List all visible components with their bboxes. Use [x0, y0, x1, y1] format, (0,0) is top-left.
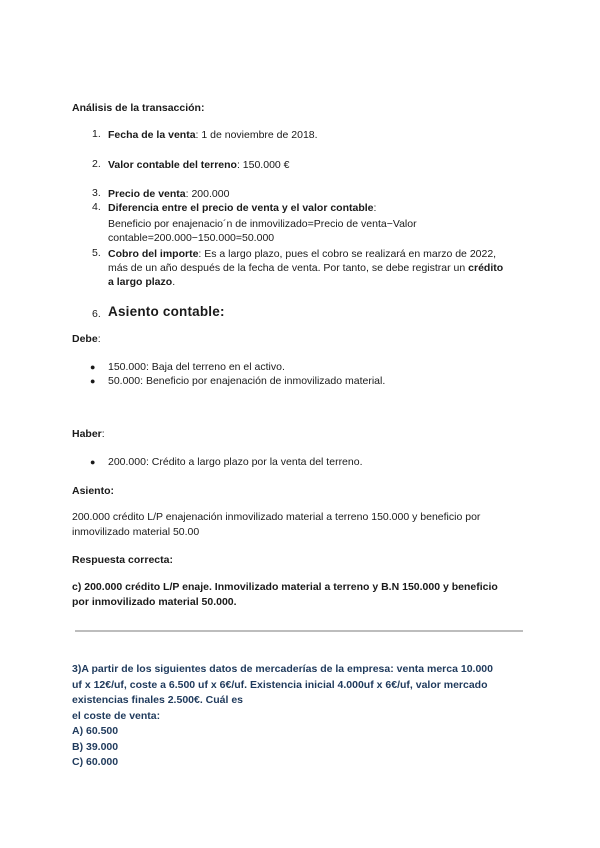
- paragraph-line: inmovilizado material 50.00: [72, 526, 200, 538]
- item-line: más de un año después de la fecha de venta. Por tanto, se debe registrar un: [108, 262, 469, 274]
- item-text: : Es a largo plazo, pues el cobro se realizará en marzo de 2022,: [198, 248, 497, 260]
- item-number: 4.: [92, 201, 101, 213]
- answer-option-a: A) 60.500: [72, 725, 119, 737]
- item-valor: [108, 158, 538, 172]
- asiento-heading: Asiento:: [72, 485, 114, 497]
- question-line: existencias finales 2.500€. Cuál es: [72, 694, 244, 706]
- item-text: : 150.000 €: [236, 159, 290, 171]
- list-item: 200.000: Crédito a largo plazo por la venta del terreno.: [108, 456, 363, 468]
- item-line: Beneficio por enajenacio´n de inmovilizado=Precio de venta−Valor: [108, 218, 417, 230]
- asiento-text: [72, 510, 522, 540]
- debe-heading: [72, 333, 101, 345]
- item-label: Fecha de la venta: [108, 129, 196, 141]
- item-line: contable=200.000−150.000=50.000: [108, 232, 275, 244]
- item-label: Cobro del importe: [108, 248, 199, 260]
- answer-option-b: B) 39.000: [72, 740, 119, 753]
- list-item: 150.000: Baja del terreno en el activo.: [108, 361, 285, 373]
- respuesta-text: [72, 580, 522, 610]
- paragraph-line: por inmovilizado material 50.000.: [72, 596, 237, 608]
- respuesta-heading: Respuesta correcta:: [72, 554, 173, 566]
- item-fecha: [108, 128, 538, 142]
- item-number: 5.: [92, 247, 101, 259]
- debe-label: Debe: [72, 333, 98, 345]
- question-block: [72, 662, 522, 771]
- bullet-icon: ●: [90, 362, 96, 372]
- item-number: 2.: [92, 158, 101, 170]
- debe-colon: :: [97, 333, 101, 345]
- item-number: 1.: [92, 128, 101, 140]
- item-diferencia: [108, 201, 538, 245]
- horizontal-rule: [75, 630, 523, 632]
- item-cobro: [108, 247, 538, 289]
- bullet-icon: ●: [90, 376, 96, 386]
- item-text: :: [373, 202, 377, 214]
- item-label: Valor contable del terreno: [108, 159, 237, 171]
- answer-option-c: C) 60.000: [72, 756, 119, 768]
- haber-colon: :: [101, 428, 105, 440]
- question-line: uf x 12€/uf, coste a 6.500 uf x 6€/uf. Existencia inicial 4.000uf x 6€/uf, valor mercado: [72, 678, 488, 691]
- item-bold: crédito: [468, 262, 504, 274]
- haber-label: Haber: [72, 428, 102, 440]
- item-label: Diferencia entre el precio de venta y el valor contable: [108, 202, 374, 214]
- paragraph-line: c) 200.000 crédito L/P enaje. Inmovilizado material a terreno y B.N 150.000 y beneficio: [72, 581, 498, 593]
- list-item: 50.000: Beneficio por enajenación de inmovilizado material.: [108, 375, 386, 387]
- item-number: 6.: [92, 308, 101, 320]
- question-line: 3)A partir de los siguientes datos de mercaderías de la empresa: venta merca 10.000: [72, 663, 493, 675]
- analysis-heading: Análisis de la transacción:: [72, 102, 205, 114]
- item-text: .: [172, 276, 176, 288]
- bullet-icon: ●: [90, 457, 96, 467]
- asiento-contable-heading: Asiento contable:: [108, 304, 225, 319]
- paragraph-line: 200.000 crédito L/P enajenación inmovilizado material a terreno 150.000 y beneficio por: [72, 511, 481, 523]
- question-line: el coste de venta:: [72, 709, 161, 722]
- item-precio: [108, 187, 538, 201]
- item-text: : 1 de noviembre de 2018.: [195, 129, 318, 141]
- haber-heading: [72, 428, 105, 440]
- item-bold: a largo plazo: [108, 276, 173, 288]
- item-text: : 200.000: [185, 188, 230, 200]
- item-number: 3.: [92, 187, 101, 199]
- item-label: Precio de venta: [108, 188, 186, 200]
